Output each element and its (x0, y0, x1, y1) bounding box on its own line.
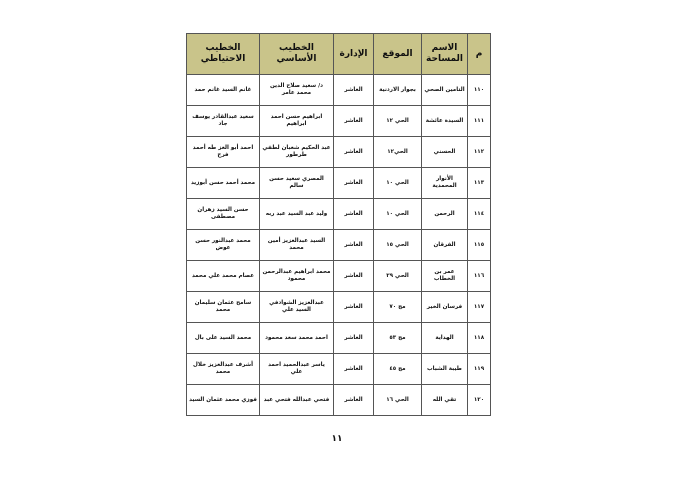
cell-location: الحي ١٦ (374, 385, 422, 416)
cell-number: ١١٤ (468, 199, 491, 230)
cell-administration: العاشر (334, 354, 374, 385)
header-location: الموقع (374, 34, 422, 75)
table-row (187, 199, 491, 230)
cell-number: ١١٦ (468, 261, 491, 292)
cell-mosque-name: الحسني (422, 137, 468, 168)
cell-location: الحي ١٠ (374, 199, 422, 230)
cell-main-preacher: احمد محمد سعد محمود (260, 323, 334, 354)
cell-main-preacher: المصري سعيد حسن سالم (260, 168, 334, 199)
cell-location: الحي ١٥ (374, 230, 422, 261)
cell-number: ١١٠ (468, 75, 491, 106)
cell-location: الحي ١٢ (374, 106, 422, 137)
cell-administration: العاشر (334, 168, 374, 199)
cell-location: الحي ٢٩ (374, 261, 422, 292)
table-body (187, 75, 491, 416)
cell-reserve-preacher: فوزي محمد عثمان السيد (187, 385, 260, 416)
cell-administration: العاشر (334, 106, 374, 137)
cell-administration: العاشر (334, 261, 374, 292)
cell-reserve-preacher: محمد عبدالنور حسن عوض (187, 230, 260, 261)
cell-reserve-preacher: محمد السيد على بال (187, 323, 260, 354)
cell-location: مج ٧٠ (374, 292, 422, 323)
cell-mosque-name: التامين الصحي (422, 75, 468, 106)
cell-reserve-preacher: محمد أحمد حسن أبوزيد (187, 168, 260, 199)
cell-reserve-preacher: سعيد عبدالقادر يوسف جاد (187, 106, 260, 137)
table-row (187, 261, 491, 292)
cell-administration: العاشر (334, 137, 374, 168)
cell-reserve-preacher: احمد أبو العز طه أحمد فرج (187, 137, 260, 168)
cell-mosque-name: فرسان الخير (422, 292, 468, 323)
cell-reserve-preacher: غانم السيد غانم حمد (187, 75, 260, 106)
cell-number: ١١٨ (468, 323, 491, 354)
cell-mosque-name: الأنوار المحمدية (422, 168, 468, 199)
page-number: ١١ (331, 434, 343, 444)
cell-main-preacher: د/ سعيد صلاح الدين محمد عامر (260, 75, 334, 106)
table-row (187, 292, 491, 323)
cell-mosque-name: الفرقان (422, 230, 468, 261)
cell-mosque-name: تقي الله (422, 385, 468, 416)
cell-number: ١١٩ (468, 354, 491, 385)
cell-administration: العاشر (334, 292, 374, 323)
table-row (187, 323, 491, 354)
table-row (187, 168, 491, 199)
cell-mosque-name: السيدة عائشة (422, 106, 468, 137)
cell-location: مج ٥٣ (374, 323, 422, 354)
cell-number: ١١٢ (468, 137, 491, 168)
table-row (187, 137, 491, 168)
cell-number: ١١٣ (468, 168, 491, 199)
cell-reserve-preacher: حسن السيد زهران مصطفى (187, 199, 260, 230)
table-row (187, 106, 491, 137)
cell-number: ١١٥ (468, 230, 491, 261)
cell-main-preacher: عبد الحكيم شعبان لطفي طرطور (260, 137, 334, 168)
cell-number: ١٢٠ (468, 385, 491, 416)
cell-location: الحي ١٠ (374, 168, 422, 199)
cell-main-preacher: محمد ابراهيم عبدالرحمن محمود (260, 261, 334, 292)
cell-reserve-preacher: عصام محمد علي محمد (187, 261, 260, 292)
cell-mosque-name: الرحمن (422, 199, 468, 230)
cell-main-preacher: ابراهيم حسن احمد ابراهيم (260, 106, 334, 137)
header-administration: الإدارة (334, 34, 374, 75)
table-row (187, 354, 491, 385)
cell-administration: العاشر (334, 323, 374, 354)
cell-reserve-preacher: أشرف عبدالعزيز خلال محمد (187, 354, 260, 385)
cell-administration: العاشر (334, 75, 374, 106)
cell-main-preacher: ياسر عبدالحميد احمد علي (260, 354, 334, 385)
cell-number: ١١١ (468, 106, 491, 137)
header-main-preacher: الخطيب الأساسي (260, 34, 334, 75)
cell-mosque-name: الهداية (422, 323, 468, 354)
header-name: الاسم المساحة (422, 34, 468, 75)
cell-location: الحي١٢ (374, 137, 422, 168)
cell-location: مج ٤٥ (374, 354, 422, 385)
cell-administration: العاشر (334, 230, 374, 261)
table-row (187, 75, 491, 106)
table-row (187, 385, 491, 416)
cell-main-preacher: عبدالعزيز الشوادفي السيد علي (260, 292, 334, 323)
cell-mosque-name: عمر بن الخطاب (422, 261, 468, 292)
cell-location: بجوار الاردنية (374, 75, 422, 106)
cell-administration: العاشر (334, 199, 374, 230)
header-reserve-preacher: الخطيب الاحتياطي (187, 34, 260, 75)
cell-main-preacher: السيد عبدالعزيز أمين محمد (260, 230, 334, 261)
preachers-table (186, 33, 491, 416)
table-row (187, 230, 491, 261)
cell-mosque-name: طيبة الشباب (422, 354, 468, 385)
cell-main-preacher: فتحي عبدالله فتحي عبد (260, 385, 334, 416)
cell-administration: العاشر (334, 385, 374, 416)
cell-main-preacher: وليد عبد السيد عبد ربه (260, 199, 334, 230)
table-header-row (187, 34, 491, 75)
cell-reserve-preacher: سامح عثمان سليمان محمد (187, 292, 260, 323)
cell-number: ١١٧ (468, 292, 491, 323)
header-number: م (468, 34, 491, 75)
